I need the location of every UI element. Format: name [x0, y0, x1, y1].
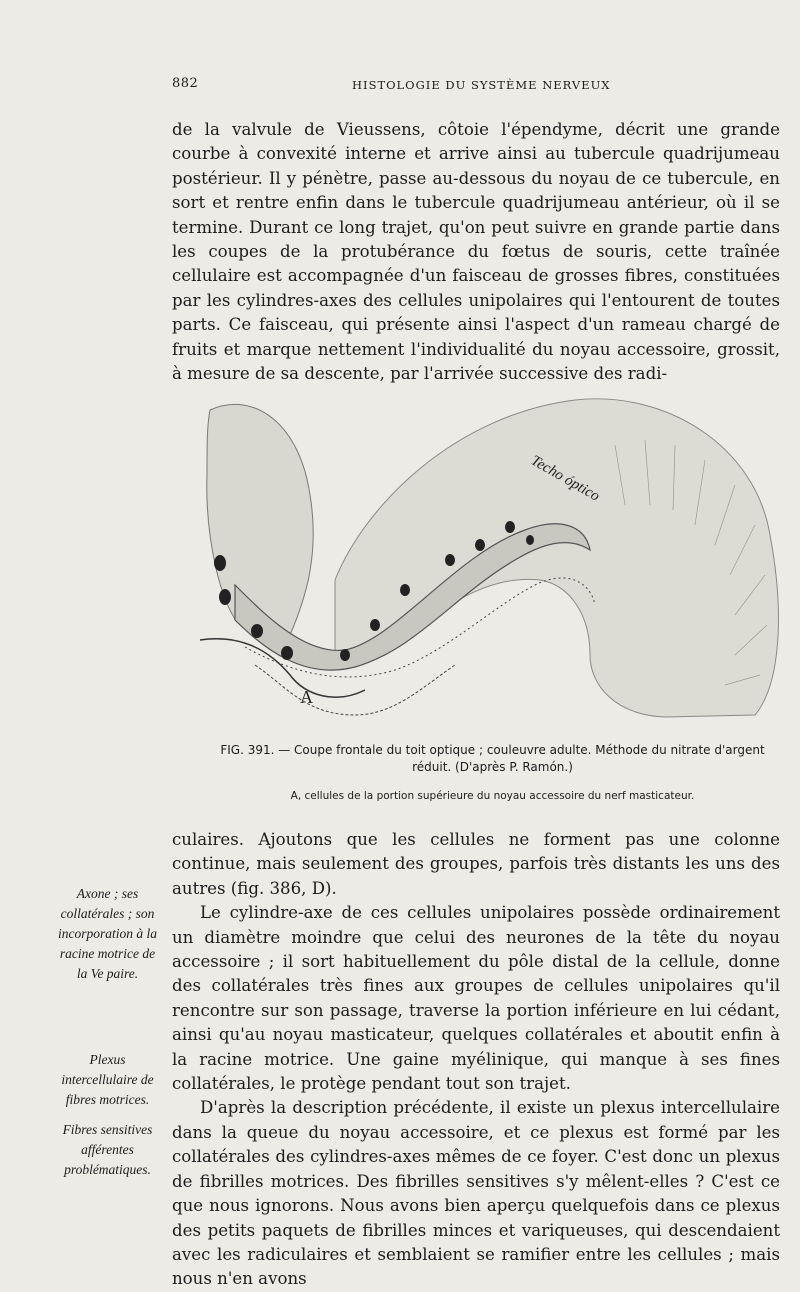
margin-note-plexus: Plexus intercellulaire de fibres motrices.: [61, 1052, 154, 1107]
label-a: A: [300, 687, 313, 707]
paragraph-4: D'après la description précédente, il existe un plexus intercellulaire dans la queue du noyau accessoire, et ce plexus est formé par les collatérales des cylindres-axes mêmes de ce foyer. C'est donc un plexus de fibrilles motrices. Des fibrilles sensitives s'y mêlent-elles ? C'est ce que nous ignorons. Nous avons bien aperçu quelquefois dans ce plexus des petits paquets de fibrilles minces et variqueuses, qui descendaient avec les radiculaires et semblaient se ramifier entre les cellules ; mais nous n'en avons: [172, 1098, 780, 1289]
paragraph-1: de la valvule de Vieussens, côtoie l'épendyme, décrit une grande courbe à convexité interne et arrive ainsi au tubercule quadrijumeau postérieur. Il y pénètre, passe au-dessous du noyau de ce tubercule, en sort et rentre enfin dans le tubercule quadrijumeau antérieur, où il se termine. Durant ce long trajet, qu'on peut suivre en grande partie dans les coupes de la protubérance du fœtus de souris, cette traînée cellulaire est accompagnée d'un faisceau de grosses fibres, constituées par les cylindres-axes des cellules unipolaires qui l'entourent de toutes parts. Ce faisceau, qui présente ainsi l'aspect d'un rameau chargé de fruits et marque nettement l'individualité du noyau accessoire, grossit, à mesure de sa descente, par l'arrivée successive des radi-: [172, 120, 780, 384]
cell: [281, 646, 293, 660]
cell: [505, 521, 515, 533]
cell: [526, 535, 534, 545]
figure-391-illustration: [195, 385, 785, 735]
paragraph-top: [172, 118, 780, 386]
cell: [340, 649, 350, 661]
cell: [400, 584, 410, 596]
cell: [214, 555, 226, 571]
label-techo-optico: Techo óptico: [528, 452, 603, 505]
cell: [251, 624, 263, 638]
paragraph-bottom: [172, 828, 780, 1292]
cell: [445, 554, 455, 566]
nerve-fibre-lower: [255, 665, 455, 715]
cell: [370, 619, 380, 631]
figure-caption-legend: A, cellules de la portion supérieure du noyau accessoire du nerf masticateur.: [290, 790, 695, 802]
margin-note-fibres: Fibres sensitives afférentes problématiques.: [62, 1122, 153, 1177]
tectum-dome: [335, 399, 778, 717]
paragraph-2: culaires. Ajoutons que les cellules ne forment pas une colonne continue, mais seulement des groupes, parfois très distants les uns des autres (fig. 386, D).: [172, 830, 780, 898]
cell: [219, 589, 231, 605]
figure-caption: FIG. 391. — Coupe frontale du toit optique ; couleuvre adulte. Méthode du nitrate d'argent réduit. (D'après P. Ramón.): [220, 743, 765, 774]
cell: [475, 539, 485, 551]
running-title: HISTOLOGIE DU SYSTÈME NERVEUX: [352, 78, 611, 92]
page-header: [172, 74, 760, 98]
paragraph-3: Le cylindre-axe de ces cellules unipolaires possède ordinairement un diamètre moindre que celui des neurones de la tête du noyau accessoire ; il sort habituellement du pôle distal de la cellule, donne des collatérales très fines aux groupes de cellules unipolaires qu'il rencontre sur son passage, traverse la portion inférieure en lui cédant, ainsi qu'au noyau masticateur, quelques collatérales et aboutit enfin à la racine motrice. Une gaine myélinique, qui manque à ses fines collatérales, le protège pendant tout son trajet.: [172, 903, 780, 1094]
page-number: 882: [172, 76, 199, 91]
margin-note-axone: Axone ; ses collatérales ; son incorporation à la racine motrice de la Ve paire.: [57, 886, 157, 981]
